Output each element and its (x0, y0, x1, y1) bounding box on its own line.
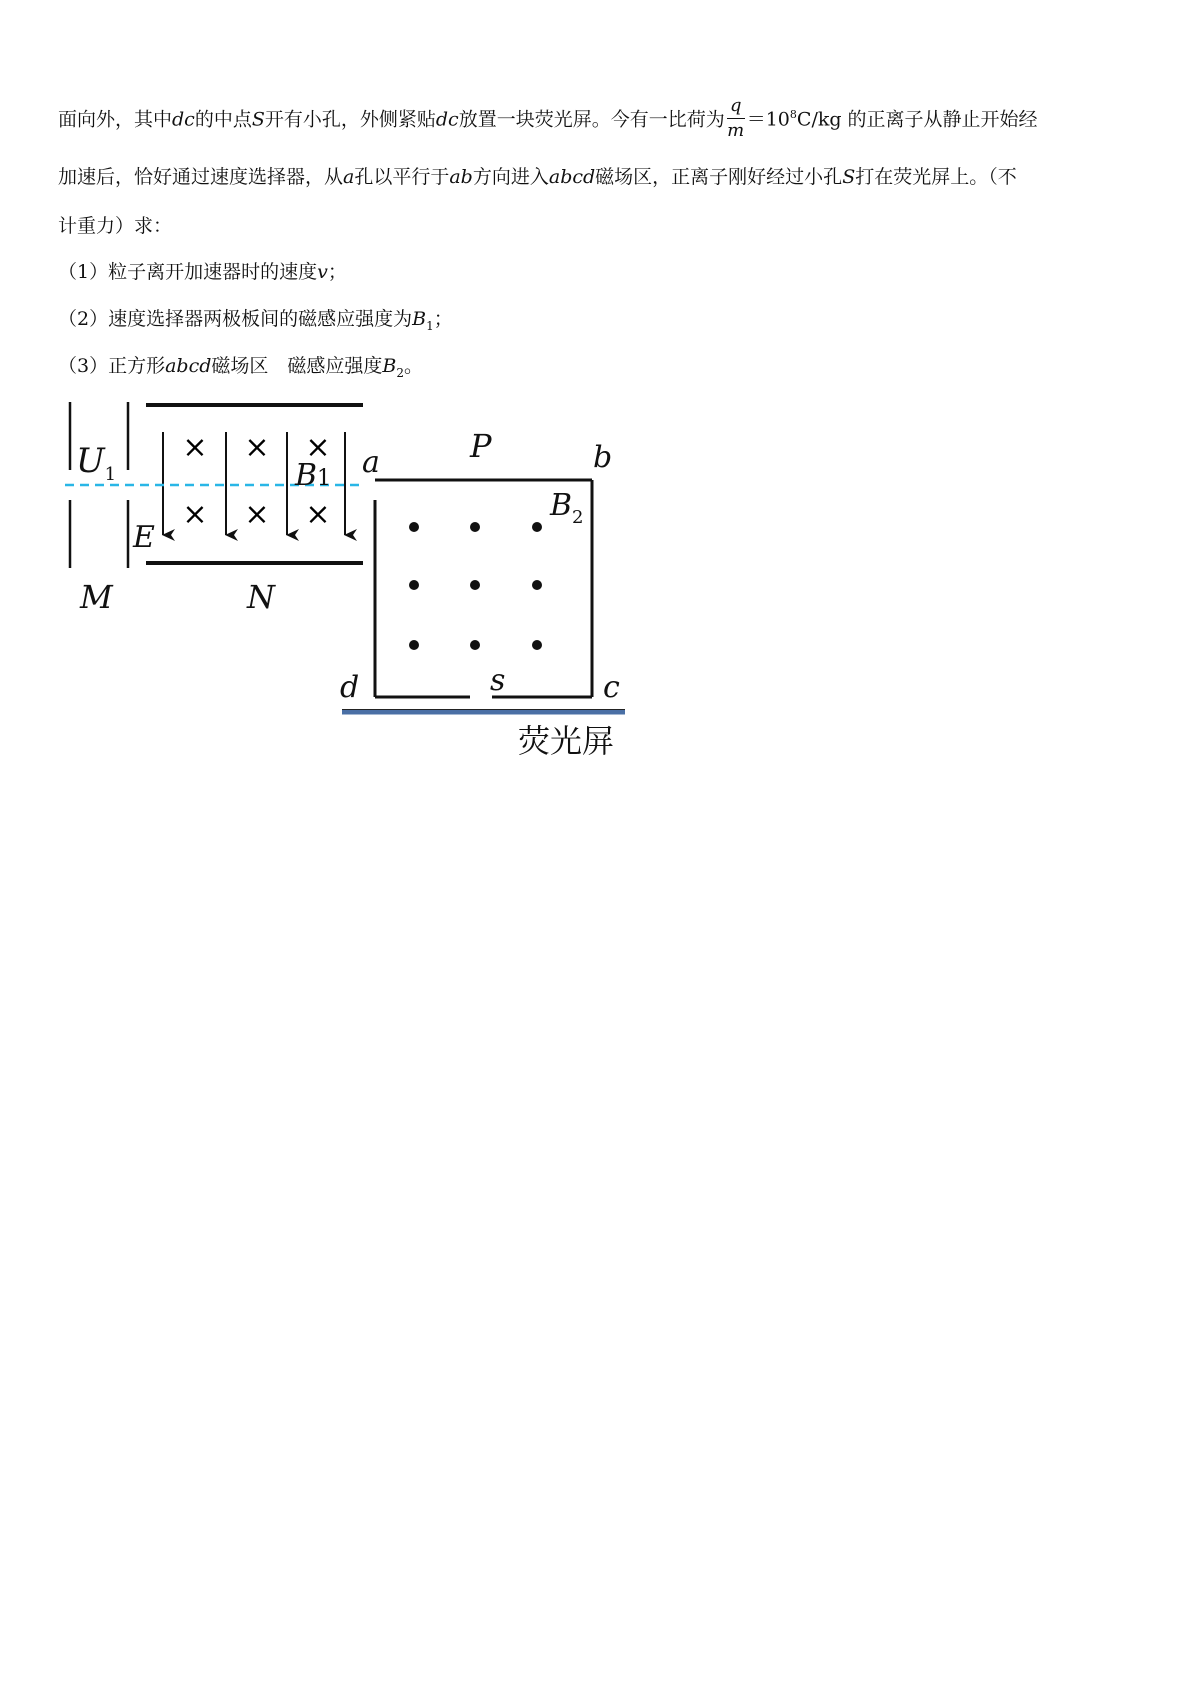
text-segment: 的中点 (194, 108, 252, 131)
subscript: 2 (396, 365, 405, 380)
field-out-of-page-dot (470, 580, 480, 590)
text-segment: ； (433, 308, 453, 330)
label-c: c (603, 670, 620, 705)
field-out-of-page-dot (470, 640, 480, 650)
text-segment: （2）速度选择器两极板间的磁感应强度为 (58, 308, 413, 330)
field-out-of-page-dot (409, 640, 419, 650)
text-segment: 。 (404, 355, 424, 377)
var-dc: dc (435, 108, 459, 131)
field-into-page-mark: × (182, 497, 208, 532)
label-b2: $B_2$ (550, 488, 584, 528)
text-segment: 开有小孔，外侧紧贴 (264, 108, 436, 131)
label-p: P (470, 427, 492, 465)
label-b1: B1 (295, 458, 332, 493)
text-segment: ＝10 (746, 108, 790, 131)
label-e: E (133, 520, 155, 555)
var-a: a (343, 166, 355, 188)
var-abcd: abcd (548, 166, 596, 188)
text-segment: 放置一块荧光屏。今有一比荷为 (458, 108, 725, 131)
text-segment: 方向进入 (472, 166, 549, 188)
field-into-page-mark: × (244, 497, 270, 532)
label-m: M (80, 578, 113, 616)
var-abcd: abcd (165, 355, 212, 377)
label-b: b (593, 440, 613, 475)
field-into-page-mark: × (182, 430, 208, 465)
var-dc: dc (172, 108, 195, 131)
text-segment: 磁场区，正离子刚好经过小孔 (595, 166, 843, 188)
text-segment: 孔以平行于 (354, 166, 450, 188)
fraction-denominator: m (727, 120, 745, 141)
text-segment: 加速后，恰好通过速度选择器，从 (58, 166, 344, 188)
text-segment: ； (327, 261, 347, 283)
var-b: B (412, 308, 427, 330)
label-d: d (340, 670, 360, 705)
exponent: 8 (789, 108, 797, 122)
var-b: B (382, 355, 397, 377)
field-into-page-mark: × (305, 430, 331, 465)
field-out-of-page-dot (532, 640, 542, 650)
field-out-of-page-dot (409, 580, 419, 590)
field-into-page-mark: × (244, 430, 270, 465)
text-segment: （3）正方形 (58, 355, 166, 377)
text-segment: 打在荧光屏上。（不 (855, 166, 1017, 188)
var-s: S (842, 166, 856, 188)
label-u1: $U_1$ (76, 441, 117, 485)
text-segment: 计重力）求： (58, 215, 173, 237)
subscript: 1 (426, 318, 434, 333)
label-screen: 荧光屏 (518, 722, 615, 760)
text-segment: C/kg 的正离子从静止开始经 (796, 108, 1038, 131)
field-out-of-page-dot (470, 522, 480, 532)
field-out-of-page-dot (409, 522, 419, 532)
text-segment: 磁场区 磁感应强度 (211, 355, 383, 377)
var-v: v (317, 261, 328, 283)
text-segment: 面向外，其中 (58, 108, 173, 131)
label-s: s (490, 663, 506, 698)
fraction-numerator: q (729, 95, 742, 116)
label-a: a (362, 445, 380, 480)
field-into-page-mark: × (305, 497, 331, 532)
field-out-of-page-dot (532, 522, 542, 532)
var-ab: ab (449, 166, 473, 188)
field-out-of-page-dot (532, 580, 542, 590)
label-n: N (247, 578, 275, 616)
text-segment: （1）粒子离开加速器时的速度 (58, 261, 318, 283)
var-s: S (251, 108, 265, 131)
